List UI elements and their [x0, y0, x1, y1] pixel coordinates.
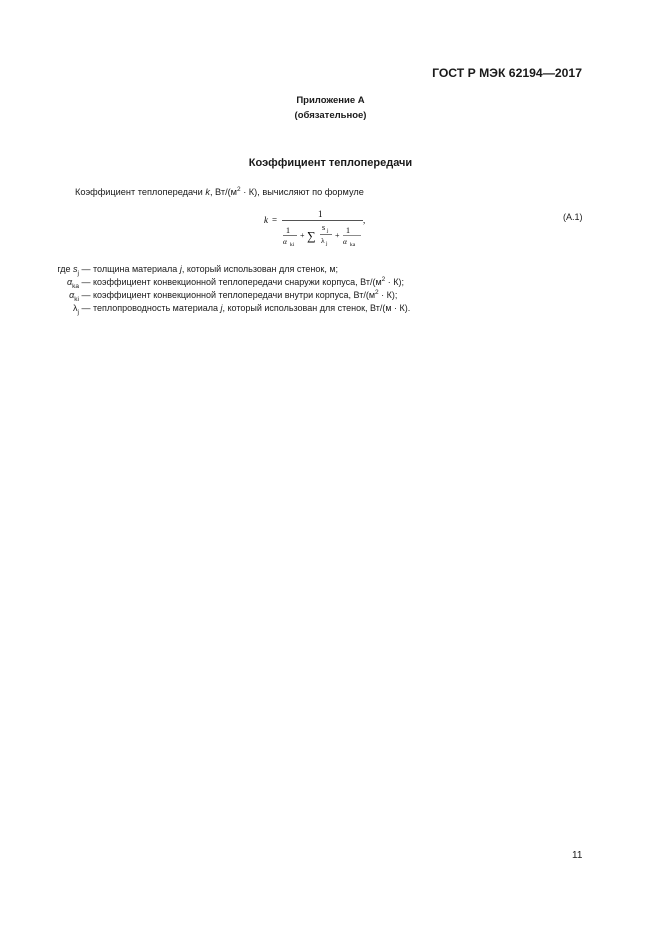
formula-equals: =	[272, 215, 278, 225]
alpha-ki-subscript: ki	[74, 295, 79, 303]
annex-title: Приложение А	[296, 95, 365, 106]
definition-thickness	[44, 264, 604, 277]
thickness-symbol: s	[73, 264, 78, 274]
lambda-symbol: λ	[73, 303, 78, 313]
alpha-ki-symbol-wrap	[44, 290, 79, 303]
alpha-ka-end: · К);	[385, 277, 405, 287]
formula-numerator: 1	[318, 209, 323, 219]
section-heading: Коэффициент теплопередачи	[248, 157, 413, 169]
formula-s: s	[322, 223, 326, 232]
alpha-ka-exponent: 2	[381, 276, 386, 283]
formula-s-subscript: j	[327, 228, 329, 234]
intro-paragraph	[75, 187, 364, 197]
definition-lambda	[44, 303, 604, 316]
thickness-subscript: j	[77, 269, 79, 277]
equation-number: (А.1)	[563, 212, 583, 222]
alpha-ki-exponent: 2	[375, 289, 379, 296]
formula-plus-b: +	[335, 231, 340, 240]
formula-ki-subscript: ki	[290, 242, 295, 248]
lambda-text-a: — теплопроводность материала	[79, 303, 221, 313]
alpha-ki-symbol: α	[69, 290, 75, 300]
alpha-ka-subscript: ka	[72, 282, 79, 290]
formula-lambda: λ	[321, 236, 325, 245]
formula-trailing-comma: ,	[363, 215, 366, 225]
formula-lambda-subscript: j	[326, 241, 328, 247]
definition-alpha-ki	[44, 289, 604, 303]
lambda-symbol-wrap	[44, 303, 79, 316]
formula-sigma: ∑	[307, 229, 316, 243]
intro-text-before: Коэффициент теплопередачи	[75, 187, 206, 197]
lambda-subscript: j	[77, 308, 79, 316]
formula-ka-subscript: ka	[350, 242, 356, 248]
where-lead-symbol	[44, 264, 79, 277]
thickness-j: j	[179, 264, 182, 274]
alpha-ka-symbol-wrap	[44, 277, 79, 290]
lambda-text-b: , который использован для стенок, Вт/(м · К).	[222, 303, 411, 313]
intro-k-symbol: k	[205, 187, 210, 197]
definition-alpha-ka	[44, 276, 604, 290]
heat-transfer-formula	[262, 206, 382, 251]
thickness-text-b: , который использован для стенок, м;	[181, 264, 339, 274]
intro-unit-start: , Вт/(м	[209, 187, 238, 197]
lambda-j: j	[220, 303, 223, 313]
where-lead: где	[57, 264, 74, 274]
thickness-text-a: — толщина материала	[79, 264, 180, 274]
page-number: 11	[572, 850, 583, 861]
alpha-ka-symbol: α	[66, 277, 73, 287]
alpha-ka-text: — коэффициент конвекционной теплопередачи снаружи корпуса, Вт/(м	[79, 277, 382, 287]
intro-unit-end: · К), вычисляют по формуле	[240, 187, 364, 197]
standard-designation: ГОСТ Р МЭК 62194—2017	[432, 66, 582, 80]
intro-unit-exponent: 2	[237, 185, 241, 193]
alpha-ki-end: · К);	[378, 290, 398, 300]
formula-plus-a: +	[300, 231, 305, 240]
formula-k: k	[264, 215, 268, 225]
formula-alpha-ki: α	[283, 237, 287, 246]
alpha-ki-text: — коэффициент конвекционной теплопередачи внутри корпуса, Вт/(м	[79, 290, 376, 300]
formula-alpha-ka: α	[343, 237, 347, 246]
formula-one-b: 1	[346, 226, 350, 235]
formula-one-a: 1	[286, 226, 290, 235]
annex-status: (обязательное)	[294, 110, 367, 121]
